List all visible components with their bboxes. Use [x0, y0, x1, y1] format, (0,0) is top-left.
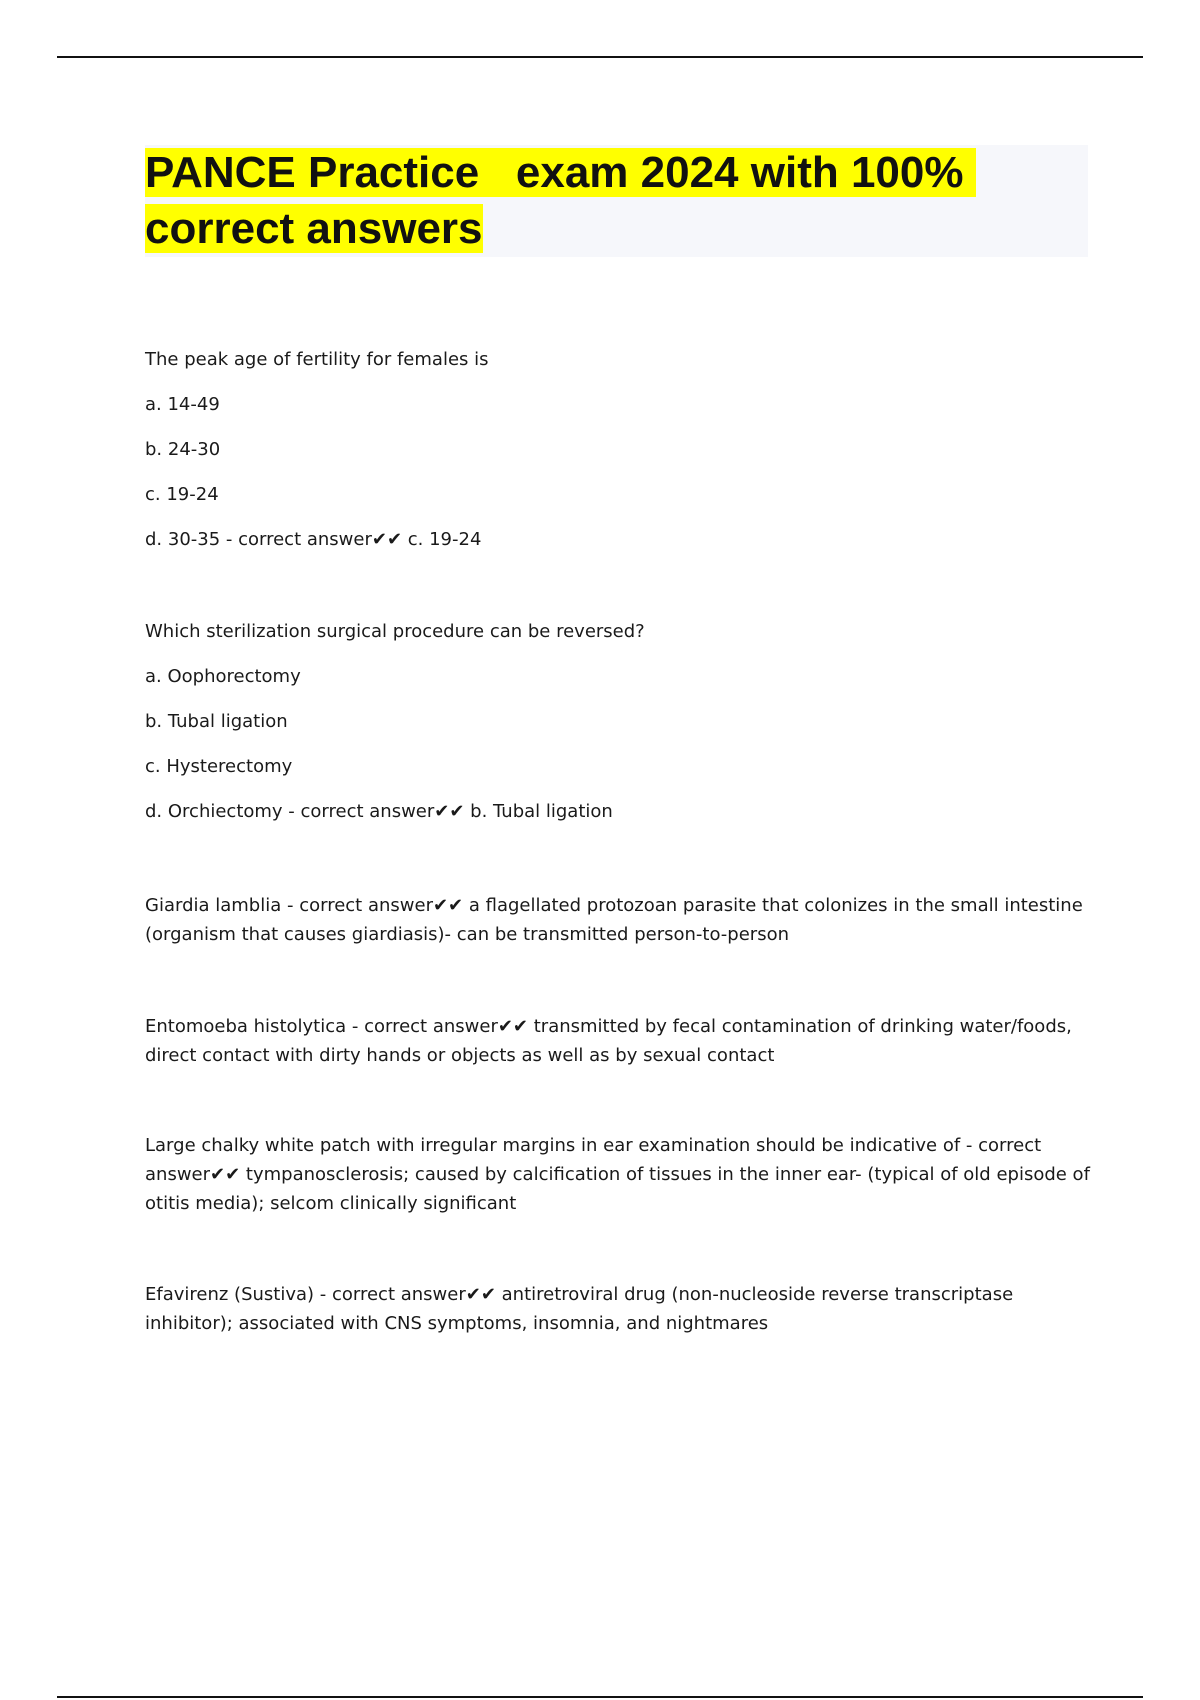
definition-item: Giardia lamblia - correct answer✔✔ a flagellated protozoan parasite that colonizes in the small intestine (organism that causes giardiasis)- can be transmitted person-to-person — [145, 895, 1083, 945]
definition-item: Large chalky white patch with irregular margins in ear examination should be indicative of - correct answer✔✔ tympanosclerosis; caused by calcification of tissues in the inner ear- (typical of old episode of otitis media); selcom clinically significant — [145, 1135, 1090, 1214]
definition-item: Entomoeba histolytica - correct answer✔✔ transmitted by fecal contamination of drinking water/foods, direct contact with dirty hands or objects as well as by sexual contact — [145, 1016, 1072, 1066]
question-stem: Which sterilization surgical procedure can be reversed? — [145, 621, 645, 642]
question-option: d. Orchiectomy - correct answer✔✔ b. Tubal ligation — [145, 801, 613, 822]
document-title — [145, 145, 1088, 257]
question-option: b. 24-30 — [145, 439, 221, 460]
question-option: c. Hysterectomy — [145, 756, 293, 777]
bottom-rule — [57, 1696, 1143, 1698]
question-option: d. 30-35 - correct answer✔✔ c. 19-24 — [145, 529, 482, 550]
question-option: a. Oophorectomy — [145, 666, 301, 687]
question-1 — [145, 349, 1095, 574]
question-option: b. Tubal ligation — [145, 711, 288, 732]
question-option: c. 19-24 — [145, 484, 219, 505]
definition-item: Efavirenz (Sustiva) - correct answer✔✔ antiretroviral drug (non-nucleoside reverse transcriptase inhibitor); associated with CNS symptoms, insomnia, and nightmares — [145, 1284, 1014, 1334]
question-option: a. 14-49 — [145, 394, 220, 415]
top-rule — [57, 56, 1143, 58]
document-title-text: PANCE Practice exam 2024 with 100% correct answers — [145, 148, 976, 253]
question-2 — [145, 621, 1095, 846]
question-stem: The peak age of fertility for females is — [145, 349, 489, 370]
